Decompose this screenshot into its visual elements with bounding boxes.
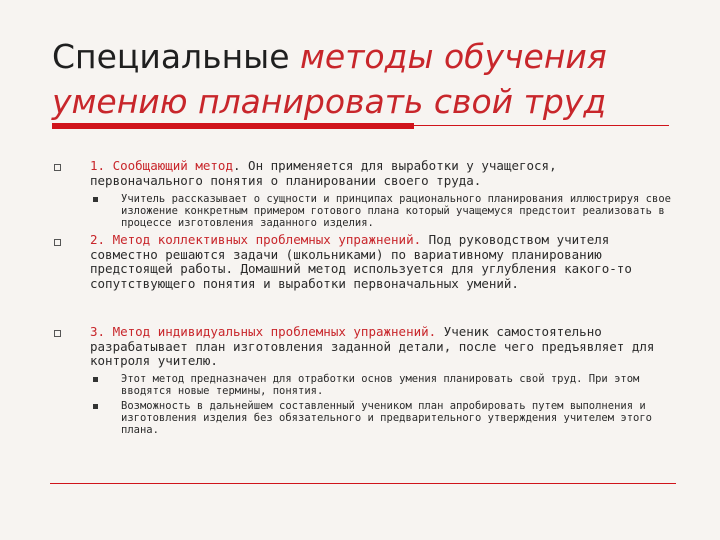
method-item-1-heading: 1. Сообщающий метод [90,158,233,173]
method-item-3 [90,325,675,369]
method-item-2-heading: 2. Метод коллективных проблемных упражнений. [90,232,422,247]
method-item-1 [90,159,675,188]
method-item-3-sub-2: Возможность в дальнейшем составленный учеником план апробировать путем выполнения и изготовления изделия без обязательного и предварительного утверждения учителем этого плана. [121,400,653,436]
slide-title [52,34,692,124]
method-item-3-sub-1: Этот метод предназначен для отработки основ умения планировать свой труд. При этом вводятся новые термины, понятия. [121,373,640,397]
sub-bullet-1-1 [93,197,98,202]
method-item-3-text: Ученик самостоятельно разрабатывает план изготовления заданной детали, после чего предъявляет для контроля учителю. [90,324,655,368]
sub-bullet-3-2 [93,404,98,409]
sub-bullet-3-1 [93,377,98,382]
title-highlight: методы обучения умению планировать свой труд [52,37,607,121]
method-item-1-text: . Он применяется для выработки у учащегося, первоначального понятия о планировании своего труда. [90,158,557,188]
title-normal: Специальные [52,37,301,76]
title-underline-thin [414,125,669,126]
bullet-box-3 [54,330,61,337]
method-item-3-heading: 3. Метод индивидуальных проблемных упражнений. [90,324,437,339]
bullet-box-2 [54,239,61,246]
footer-rule [50,483,676,484]
title-underline-thick [52,123,414,129]
method-item-2-text: Под руководством учителя совместно решаются задачи (школьниками) по вариативному планированию предстоящей работы. Домашний метод используется для углубления какого-то сопутствующего понятия и выработки первоначальных умений. [90,232,632,291]
bullet-box-1 [54,164,61,171]
method-item-1-sub-1: Учитель рассказывает о сущности и принципах рационального планирования иллюстрируя свое изложение конкретным примером готового плана который учащемуся предстоит реализовать в процессе изготовления заданного изделия. [121,193,671,229]
method-item-2 [90,233,675,291]
